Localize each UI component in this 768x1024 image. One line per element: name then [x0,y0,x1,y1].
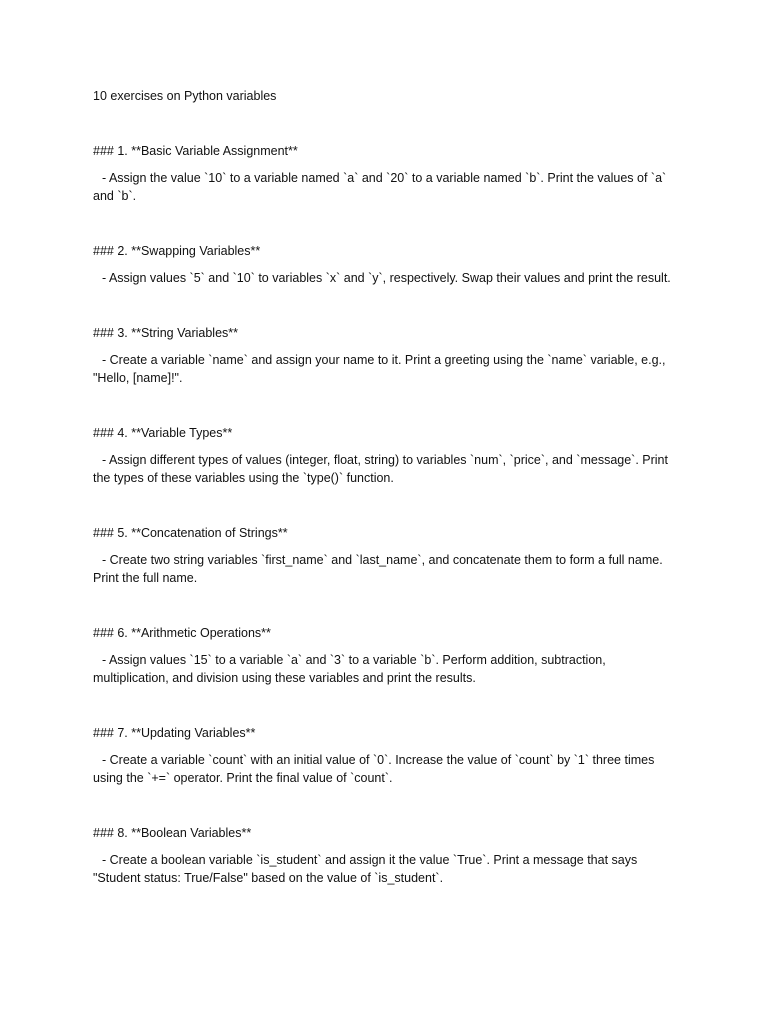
exercise-heading: ### 3. **String Variables** [93,326,238,340]
exercise-7 [93,724,683,787]
exercise-body: - Assign values `15` to a variable `a` and `3` to a variable `b`. Perform addition, subtraction, multiplication, and division using these variables and print the results. [93,653,606,685]
exercise-8 [93,824,683,887]
exercise-body: - Create a boolean variable `is_student` and assign it the value `True`. Print a message that says "Student status: True/False" based on the value of `is_student`. [93,853,638,885]
exercise-5 [93,524,683,587]
exercise-heading: ### 8. **Boolean Variables** [93,826,252,840]
document-page [93,87,683,887]
exercise-body: - Create a variable `name` and assign your name to it. Print a greeting using the `name` variable, e.g., "Hello, [name]!". [93,353,666,385]
exercise-heading: ### 1. **Basic Variable Assignment** [93,144,298,158]
exercise-body: - Assign values `5` and `10` to variables `x` and `y`, respectively. Swap their values and print the result. [102,271,671,285]
exercise-4 [93,424,683,487]
exercise-heading: ### 4. **Variable Types** [93,426,233,440]
exercise-heading: ### 5. **Concatenation of Strings** [93,526,288,540]
exercise-3 [93,324,683,387]
exercise-heading: ### 6. **Arithmetic Operations** [93,626,271,640]
exercise-heading: ### 2. **Swapping Variables** [93,244,261,258]
exercise-body: - Assign the value `10` to a variable named `a` and `20` to a variable named `b`. Print the values of `a` and `b`. [93,171,667,203]
exercise-1 [93,142,683,205]
exercise-2 [93,242,683,287]
exercise-6 [93,624,683,687]
exercise-body: - Create a variable `count` with an initial value of `0`. Increase the value of `count` by `1` three times using the `+=` operator. Print the final value of `count`. [93,753,655,785]
exercise-body: - Create two string variables `first_name` and `last_name`, and concatenate them to form a full name. Print the full name. [93,553,663,585]
exercise-heading: ### 7. **Updating Variables** [93,726,256,740]
exercise-body: - Assign different types of values (integer, float, string) to variables `num`, `price`, and `message`. Print the types of these variables using the `type()` function. [93,453,668,485]
document-title: 10 exercises on Python variables [93,89,277,103]
